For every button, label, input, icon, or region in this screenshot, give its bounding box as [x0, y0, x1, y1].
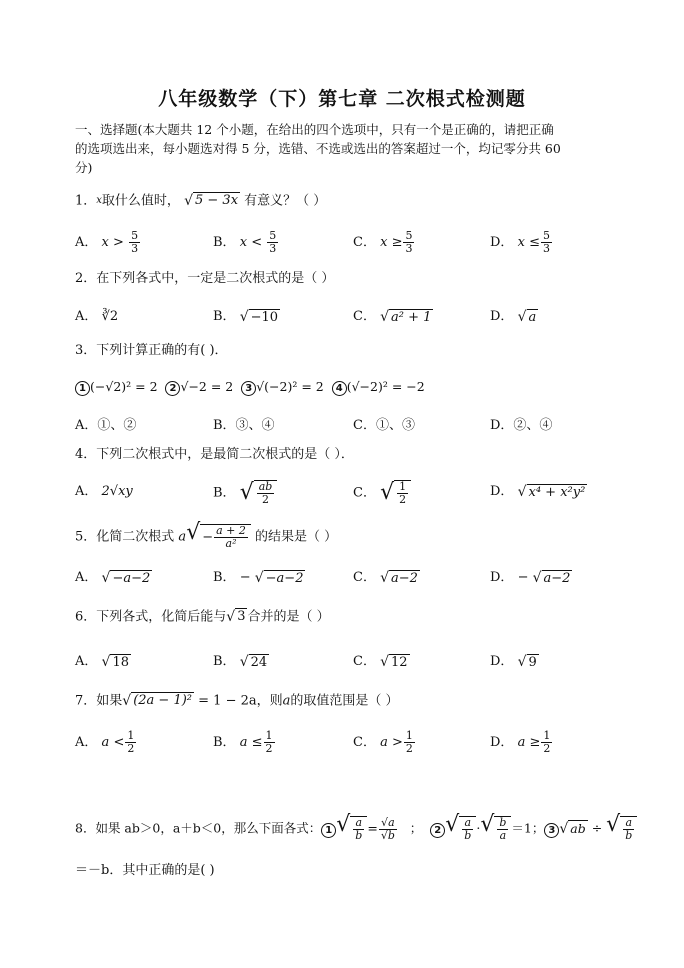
question-2-stem: 2．在下列各式中，一定是二次根式的是（ ） [75, 271, 335, 286]
option-c[interactable]: C． x ≥ $\frac{5}{3}$ [353, 229, 413, 255]
question-8-stem-line2: ＝－b．其中正确的是( ) [75, 863, 215, 878]
option-a[interactable]: A． 2√xy [75, 484, 133, 499]
option-d[interactable]: D．②、④ [490, 418, 553, 433]
circled-1-icon: 1 [75, 381, 90, 396]
circled-2-icon: 2 [430, 823, 445, 838]
sqrt-expression: √ 5 − 3x [184, 193, 239, 209]
question-7-stem: 7．如果√ (2a − 1)² = 1 − 2a，则a的取值范围是（ ） [75, 693, 399, 709]
option-c[interactable]: C． √ 12 [353, 653, 408, 670]
option-a[interactable]: A． a < $\frac{1}{2}$ [75, 729, 135, 755]
option-a[interactable]: A． ∛2 [75, 309, 119, 324]
option-b[interactable]: B． − √ −a−2 [213, 569, 304, 586]
circled-1-icon: 1 [321, 823, 336, 838]
circled-3-icon: 3 [544, 823, 559, 838]
option-d[interactable]: D． √ a [490, 308, 537, 325]
option-b[interactable]: B． a ≤ $\frac{1}{2}$ [213, 729, 273, 755]
question-5-stem: 5．化简二次根式 a√ − $\frac{a + 2}{\text{a²}}$ 的结果是（ ） [75, 520, 338, 550]
option-a[interactable]: A． x > $\frac{5}{3}$ [75, 229, 139, 255]
option-d[interactable]: D． a ≥ $\frac{1}{2}$ [490, 729, 551, 755]
question-4-stem: 4．下列二次根式中，是最简二次根式的是（ ）． [75, 447, 354, 462]
option-b[interactable]: B． √ 24 [213, 653, 268, 670]
intro-line-1: 一、选择题(本大题共 12 个小题，在给出的四个选项中，只有一个是正确的，请把正确 [75, 122, 554, 137]
option-a[interactable]: A． √ −a−2 [75, 569, 151, 586]
circled-2-icon: 2 [165, 381, 180, 396]
circled-3-icon: 3 [241, 381, 256, 396]
option-c[interactable]: C． √ a−2 [353, 569, 418, 586]
question-1-stem: 1．$^x$取什么值时， √ 5 − 3x 有意义？（ ） [75, 193, 327, 209]
option-c[interactable]: C． a > $\frac{1}{2}$ [353, 729, 413, 755]
option-d[interactable]: D． √ 9 [490, 653, 537, 670]
circled-4-icon: 4 [332, 381, 347, 396]
option-d[interactable]: D． x ≤ $\frac{5}{3}$ [490, 229, 550, 255]
option-c[interactable]: C． √ $\frac{1}{2}$ [353, 480, 411, 506]
option-b[interactable]: B． x < $\frac{5}{3}$ [213, 229, 277, 255]
page-title: 八年级数学（下）第七章 二次根式检测题 [158, 88, 526, 110]
question-8-stem: 8．如果 ab＞0，a＋b＜0，那么下面各式： 1 √ $\frac{a}{b}$ = $\frac{√a}{√b}$ ； 2 √ $\frac{a}{b}$ ·√ $\frac{b}{a}$ ＝1； 3 √ ab ÷ √ $\frac{a}{b}$ [75, 816, 615, 842]
intro-line-3: 分) [75, 160, 93, 175]
option-c[interactable]: C． √ a² + 1 [353, 308, 432, 325]
option-b[interactable]: B． √ −10 [213, 308, 279, 325]
option-d[interactable]: D． − √ a−2 [490, 569, 571, 586]
option-a[interactable]: A．①、② [75, 418, 137, 433]
option-d[interactable]: D． √ x⁴ + x²y² [490, 483, 586, 500]
option-c[interactable]: C．①、③ [353, 418, 415, 433]
option-a[interactable]: A． √ 18 [75, 653, 129, 670]
intro-line-2: 的选项选出来，每小题选对得 5 分，选错、不选或选出的答案超过一个，均记零分共 60 [75, 141, 561, 156]
option-b[interactable]: B．③、④ [213, 418, 275, 433]
section-intro [75, 120, 615, 177]
question-3-parts: 1 (−√2)² = 2 2 √−2 = 2 3 √(−2)² = 2 4 (√−2)² = −2 [75, 378, 615, 396]
option-b[interactable]: B． √ $\frac{ab}{2}$ [213, 480, 277, 506]
question-6-stem: 6．下列各式，化简后能与√ 3 合并的是（ ） [75, 609, 330, 625]
question-3-stem: 3．下列计算正确的有( )． [75, 343, 228, 358]
